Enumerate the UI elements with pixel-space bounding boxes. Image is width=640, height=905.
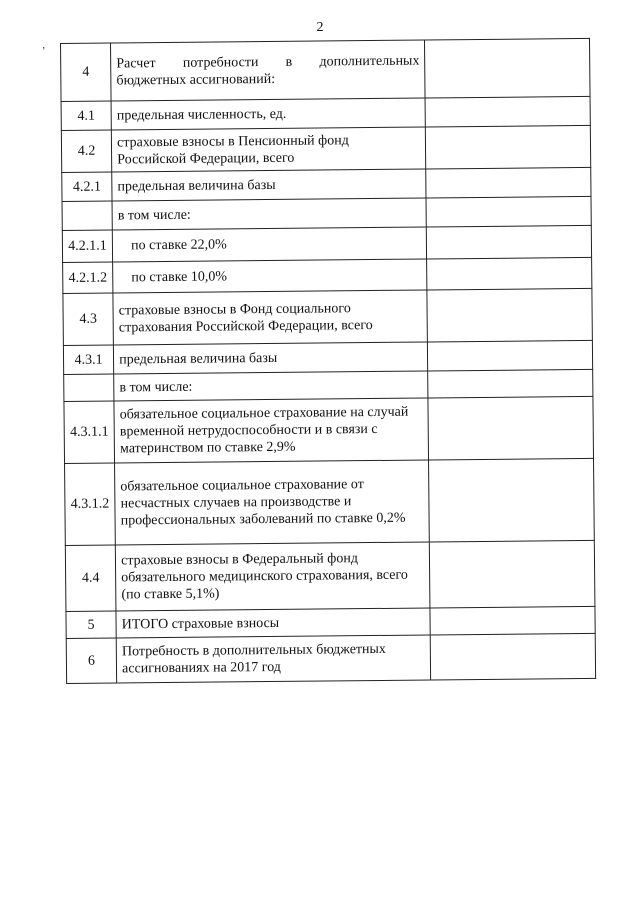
- row-number: [64, 374, 114, 401]
- row-value: [430, 606, 595, 635]
- page-number: 2: [316, 20, 324, 35]
- row-number: 4.3: [63, 293, 114, 345]
- row-description: в том числе:: [112, 198, 426, 230]
- row-number: [62, 201, 112, 230]
- row-description: страховые взносы в Фонд социального страхования Российской Федерации, всего: [113, 290, 428, 345]
- row-description-line: бюджетных ассигнований:: [116, 71, 276, 88]
- row-description: ИТОГО страховые взносы: [116, 608, 430, 638]
- row-value: [426, 167, 591, 198]
- row-number: 4.3.1.2: [65, 463, 116, 545]
- row-value: [428, 340, 593, 371]
- table-row: [61, 125, 590, 172]
- row-description: по ставке 10,0%: [113, 259, 427, 293]
- row-description: в том числе:: [114, 371, 428, 401]
- row-number: 4.2: [61, 130, 112, 172]
- row-value: [427, 257, 592, 290]
- margin-mark: ʼ: [42, 46, 46, 57]
- row-number: 4.4: [65, 545, 116, 611]
- table-row: [62, 225, 591, 262]
- row-number: 4.1: [61, 101, 111, 130]
- row-description: по ставке 22,0%: [112, 227, 426, 262]
- row-value: [429, 458, 595, 542]
- row-description: предельная численность, ед.: [111, 98, 425, 130]
- table-row: [64, 396, 594, 463]
- row-description: обязательное социальное страхование на случай временной нетрудоспособности и в связи с материнством по ставке 2,9%: [114, 398, 429, 463]
- row-description: страховые взносы в Федеральный фонд обязательного медицинского страхования, всего (по ставке 5,1%): [115, 542, 430, 611]
- row-number: 4.2.1.1: [62, 230, 112, 262]
- row-description: страховые взносы в Пенсионный фонд Российской Федерации, всего: [111, 127, 426, 172]
- row-number: 5: [66, 611, 116, 638]
- row-description: предельная величина базы: [114, 342, 428, 374]
- row-value: [428, 396, 593, 460]
- row-description: обязательное социальное страхование от несчастных случаев на производстве и профессиональных заболеваний по ставке 0,2%: [115, 460, 430, 545]
- row-value: [425, 38, 590, 98]
- row-description: [111, 40, 426, 101]
- calculation-table: [60, 38, 596, 684]
- row-value: [430, 633, 595, 680]
- row-number: 4.2.1: [62, 172, 112, 201]
- table-row: [61, 38, 591, 101]
- row-description: Потребность в дополнительных бюджетных ассигнованиях на 2017 год: [116, 635, 431, 683]
- table-row: [65, 540, 595, 611]
- row-description-line: Расчет потребности в дополнительных: [116, 53, 420, 71]
- row-number: 6: [66, 638, 117, 683]
- row-number: 4.3.1: [63, 345, 113, 374]
- row-value: [428, 369, 593, 398]
- row-value: [426, 125, 591, 169]
- table-row: [63, 257, 592, 293]
- row-value: [430, 540, 595, 608]
- row-value: [427, 225, 592, 259]
- row-value: [426, 196, 591, 227]
- row-number: 4.2.1.2: [63, 262, 113, 293]
- row-number: 4.3.1.1: [64, 401, 115, 463]
- row-value: [427, 288, 592, 342]
- table-row: [65, 458, 595, 545]
- row-value: [425, 96, 590, 127]
- table-row: [63, 288, 592, 345]
- table-row: [66, 633, 595, 683]
- row-description: предельная величина базы: [112, 169, 426, 201]
- row-number: 4: [61, 43, 112, 101]
